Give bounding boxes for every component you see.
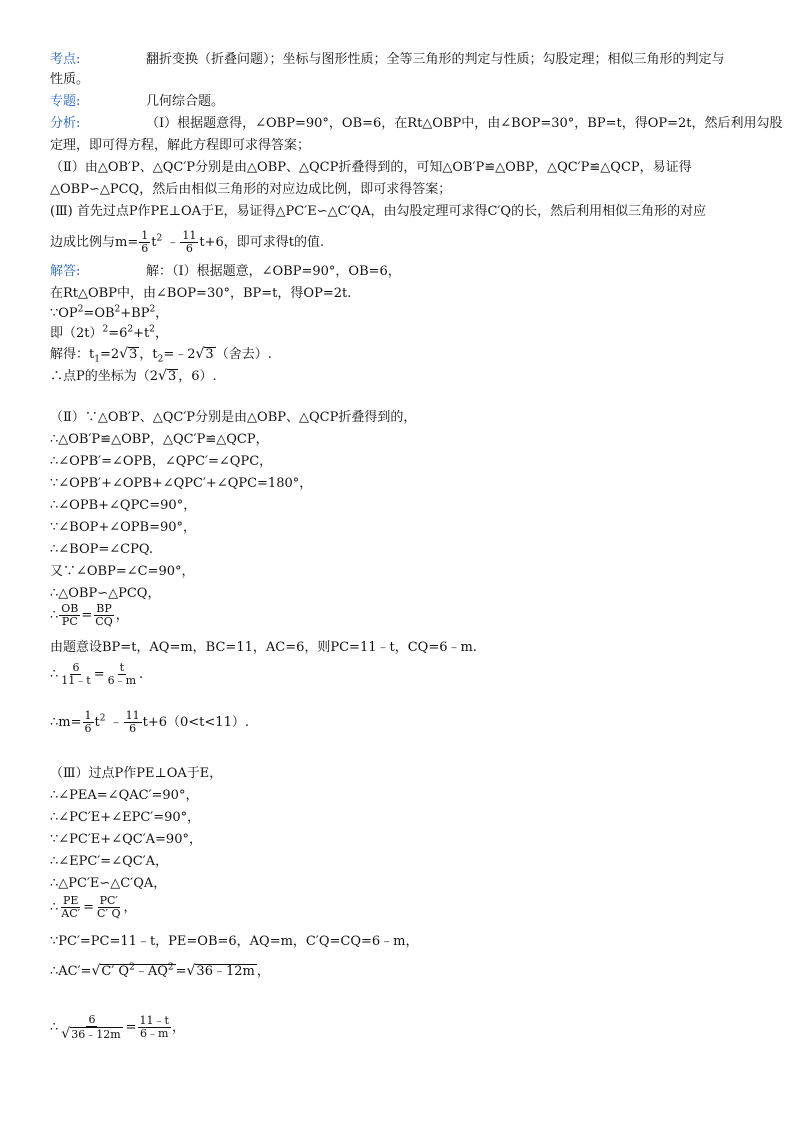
part3-line-1: （Ⅲ）过点P作PE⊥OA于E， [50, 766, 223, 781]
part2-line-6: ∵∠BOP+∠OPB=90°， [50, 520, 197, 535]
fenxi-line-2b [50, 180, 451, 200]
part3-line-3: ∴∠PC′E+∠EPC′=90°， [50, 810, 201, 825]
part2-line-2: ∴△OB′P≌△OBP，△QC′P≌△QCP， [50, 432, 269, 447]
part2-line-5: ∴∠OPB+∠QPC=90°， [50, 498, 197, 513]
kaodian-label: 考点: [50, 52, 81, 67]
zhuanti-line [50, 92, 224, 112]
fenxi-line-1b [50, 136, 310, 156]
part3-line-6: ∴△PC′E∽△C′QA， [50, 876, 167, 891]
fenxi-line-1 [50, 114, 783, 134]
part1-line-5: 解得：$t_1=2√3$ ，$t_2=﹣2√3$ （舍去）. [50, 346, 272, 365]
part3-line-7: ∴ $\frac{PE}{AC'}$ = $\frac{PC'}{C' Q}$ ， [50, 894, 137, 920]
fraction-11mt-6mm: $\frac{11﹣t}{6﹣m}$ [139, 1014, 169, 1040]
part2-line-11: 由题意设BP=t，AQ=m，BC=11，AC=6，则PC=11﹣t，CQ=6﹣m. [50, 640, 477, 655]
fraction-1-6: $\frac{1}{6}$ [141, 229, 149, 255]
part2-line-10: ∴ $\frac{OB}{PC}$ = $\frac{BP}{CQ}$ ， [50, 602, 129, 628]
part2-line-9: ∴△OBP∽△PCQ， [50, 586, 161, 601]
part3-line-9: ∴AC′=√C′ $Q^2﹣AQ^2$ =√36﹣12m ， [50, 962, 270, 979]
part2-line-3: ∴∠OPB′=∠OPB，∠QPC′=∠QPC， [50, 454, 273, 469]
part3-line-5: ∴∠EPC′=∠QC′A， [50, 854, 169, 869]
part3-line-10: ∴ $\frac{6}{√36﹣12m}$ = $\frac{11﹣t}{6﹣m}$ ， [50, 1012, 185, 1042]
fraction-11-6: $\frac{11}{6}$ [182, 229, 197, 255]
part1-line-2: 在Rt△OBP中，由∠BOP=30°，BP=t，得OP=2t. [50, 286, 352, 301]
fenxi-text-2b: △OBP∽△PCQ，然后由相似三角形的对应边成比例，即可求得答案； [50, 182, 452, 197]
fenxi-line-3 [50, 202, 706, 222]
fenxi-text-3b-pre: 边成比例与m= [50, 235, 139, 250]
part1-line-3: $\because OP^2=OB^2+BP^2$， [50, 304, 169, 321]
part3-line-2: ∴∠PEA=∠QAC′=90°， [50, 788, 199, 803]
part2-line-7: ∴∠BOP=∠CPQ. [50, 542, 153, 557]
fraction-1-6-b: $\frac{1}{6}$ [84, 709, 92, 735]
fenxi-line-2 [50, 158, 692, 178]
part3-line-8: ∵PC′=PC=11﹣t，PE=OB=6，AQ=m，C′Q=CQ=6﹣m， [50, 934, 419, 949]
part2-line-13: ∴m= $\frac{1}{6}$ $t^2$ ﹣ $\frac{11}{6}$ t+6（0<t<11）. [50, 709, 249, 735]
fenxi-text-2: （Ⅱ）由△OB′P、△QC′P分别是由△OBP、△QCP折叠得到的，可知△OB′P≌△OBP，△QC′P≌△QCP，易证得 [50, 160, 692, 175]
part1-line-6: ∴点P的坐标为（2√3 ，6）. [50, 368, 217, 384]
fenxi-text-1b: 定理，即可得方程，解此方程即可求得答案； [50, 138, 311, 153]
fraction-6-sqrt36: $\frac{6}{√36﹣12m}$ [59, 1014, 124, 1042]
part2-line-8: 又∵∠OBP=∠C=90°， [50, 564, 195, 579]
kaodian-line [50, 50, 725, 70]
zhuanti-label: 专题: [50, 94, 81, 109]
fenxi-text-1: （Ⅰ）根据题意得，∠OBP=90°，OB=6，在Rt△OBP中，由∠BOP=30°，BP=t，得OP=2t，然后利用勾股 [146, 116, 783, 131]
part2-line-1: （Ⅱ）∵△OB′P、△QC′P分别是由△OBP、△QCP折叠得到的， [50, 410, 417, 425]
part2-line-4: ∵∠OPB′+∠OPB+∠QPC′+∠QPC=180°， [50, 476, 313, 491]
fraction-11-6-b: $\frac{11}{6}$ [125, 709, 140, 735]
part1-line-4: 即$(2t)^2=6^2+t^2$， [50, 324, 169, 341]
kaodian-text-2: 性质。 [50, 72, 90, 87]
fraction-6-11mt: $\frac{6}{11﹣t}$ [61, 661, 91, 687]
fenxi-label: 分析: [50, 116, 81, 131]
zhuanti-text: 几何综合题。 [146, 94, 225, 109]
fenxi-text-3b-post: t+6，即可求得t的值. [199, 235, 325, 250]
jieda-label: 解答: [50, 264, 81, 279]
fraction-bp-cq: $\frac{BP}{CQ}$ [95, 602, 113, 628]
fraction-pcp-cpq: $\frac{PC'}{C' Q}$ [97, 894, 121, 920]
fraction-t-6mm: $\frac{t}{6﹣m}$ [107, 661, 137, 687]
fenxi-line-3b: 边成比例与m= $\frac{1}{6}$ $t^2$ ﹣ $\frac{11}{6}$ t+6，即可求得t的值. [50, 229, 325, 255]
fenxi-text-3: (Ⅲ) 首先过点P作PE⊥OA于E，易证得△PC′E∽△C′QA，由勾股定理可求得C′Q的长，然后利用相似三角形的对应 [50, 204, 707, 219]
part2-line-12: ∴ $\frac{6}{11﹣t}$ = $\frac{t}{6﹣m}$ . [50, 661, 144, 687]
fraction-ob-pc: $\frac{OB}{PC}$ [61, 602, 79, 628]
jieda-line: 解答: 解：（Ⅰ）根据题意，∠OBP=90°，OB=6， [50, 262, 401, 282]
part3-line-4: ∵∠PC′E+∠QC′A=90°， [50, 832, 202, 847]
kaodian-text: 翻折变换（折叠问题）；坐标与图形性质；全等三角形的判定与性质；勾股定理；相似三角形的判定与 [146, 52, 725, 67]
radical-cq-aq: C′ $Q^2﹣AQ^2$ [101, 962, 174, 979]
sqrt-36-12m: √36﹣12m [61, 1025, 121, 1042]
kaodian-line-2 [50, 70, 89, 90]
fraction-pe-acp: $\frac{PE}{AC'}$ [61, 894, 81, 920]
